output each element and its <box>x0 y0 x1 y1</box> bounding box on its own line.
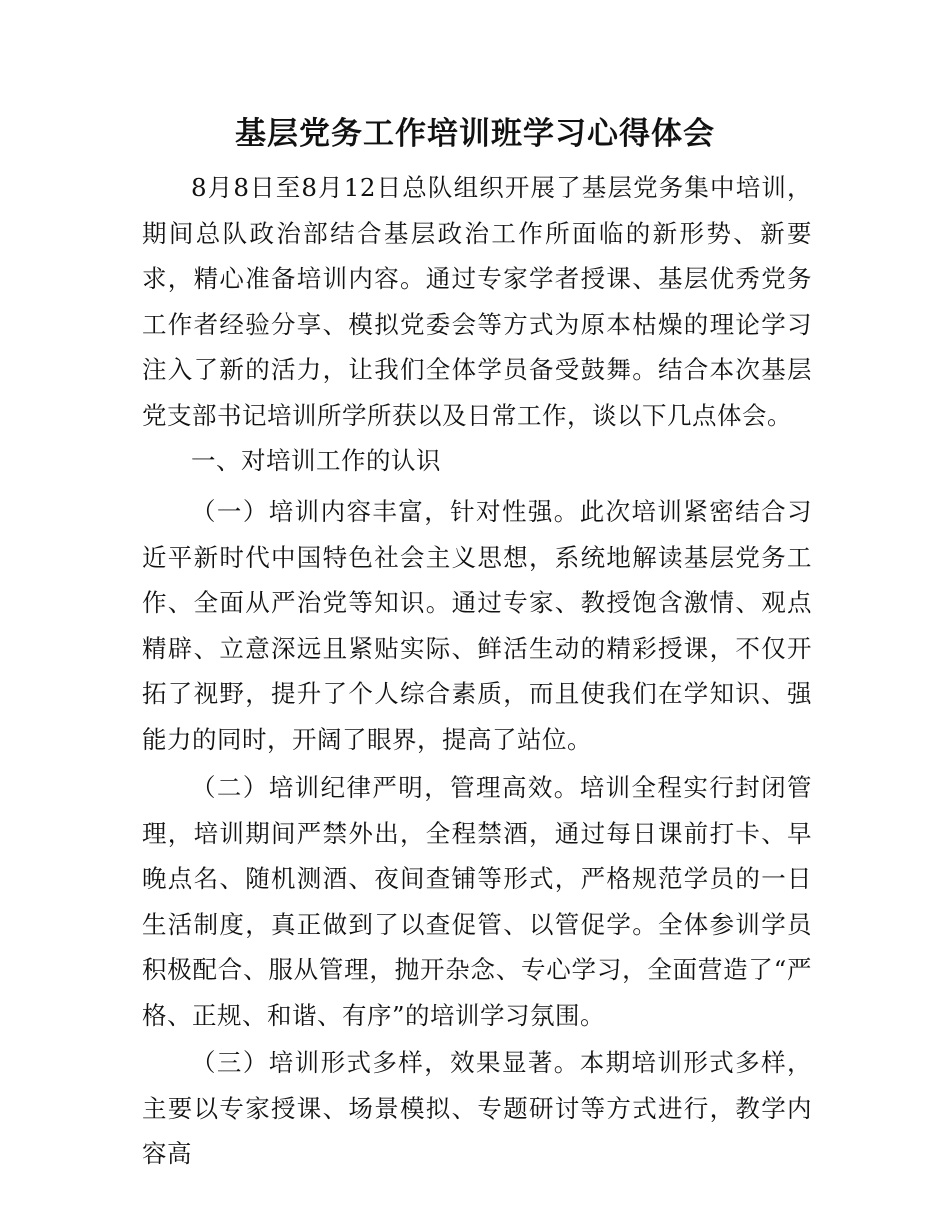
paragraph-point-1: （一）培训内容丰富，针对性强。此次培训紧密结合习近平新时代中国特色社会主义思想，系统地解读基层党务工作、全面从严治党等知识。通过专家、教授饱含激情、观点精辟、立意深远且紧贴实际、鲜活生动的精彩授课，不仅开拓了视野，提升了个人综合素质，而且使我们在学知识、强能力的同时，开阔了眼界，提高了站位。 <box>142 497 812 754</box>
paragraph-point-2: （二）培训纪律严明，管理高效。培训全程实行封闭管理，培训期间严禁外出，全程禁酒，通过每日课前打卡、早晚点名、随机测酒、夜间查铺等形式，严格规范学员的一日生活制度，真正做到了以查促管、以管促学。全体参训学员积极配合、服从管理，抛开杂念、专心学习，全面营造了“严格、正规、和谐、有序”的培训学习氛围。 <box>142 773 812 1030</box>
document-title: 基层党务工作培训班学习心得体会 <box>235 116 715 152</box>
paragraph-intro: 8月8日至8月12日总队组织开展了基层党务集中培训，期间总队政治部结合基层政治工作所面临的新形势、新要求，精心准备培训内容。通过专家学者授课、基层优秀党务工作者经验分享、模拟党委会等方式为原本枯燥的理论学习注入了新的活力，让我们全体学员备受鼓舞。结合本次基层党支部书记培训所学所获以及日常工作，谈以下几点体会。 <box>142 173 812 430</box>
paragraph-point-3: （三）培训形式多样，效果显著。本期培训形式多样，主要以专家授课、场景模拟、专题研讨等方式进行，教学内容高 <box>142 1048 812 1168</box>
section-heading-1: 一、对培训工作的认识 <box>191 446 441 475</box>
